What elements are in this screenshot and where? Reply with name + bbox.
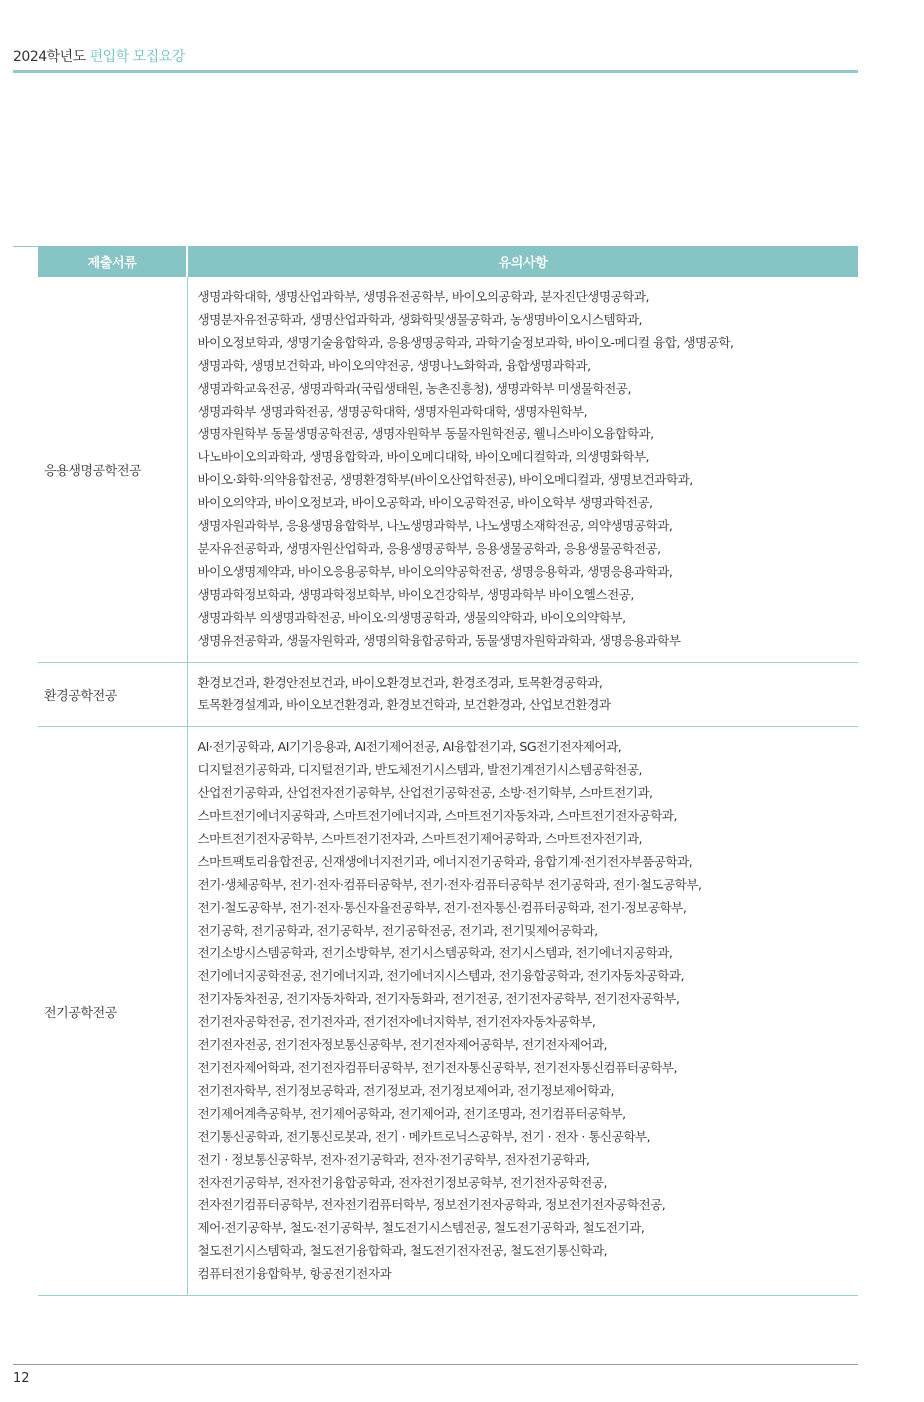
column-header-documents: 제출서류 <box>38 246 187 277</box>
row-label: 응용생명공학전공 <box>38 277 187 662</box>
content-line: 생명유전공학과, 생물자원학과, 생명의학융합공학과, 동물생명자원학과학과, 생명응용과학부 <box>197 632 681 648</box>
content-line: 스마트전기전자공학부, 스마트전기전자과, 스마트전기제어공학과, 스마트전자전기과, <box>197 830 642 846</box>
content-line: 생명과학대학, 생명산업과학부, 생명유전공학부, 바이오의공학과, 분자진단생명공학과, <box>197 289 649 304</box>
content-line: 바이오생명제약과, 바이오응용공학부, 바이오의약공학전공, 생명응용학과, 생명응용과학과, <box>197 563 673 579</box>
content-line: 생명자원학부 동물생명공학전공, 생명자원학부 동물자원학전공, 웰니스바이오융합학과, <box>197 426 654 442</box>
table-row <box>38 662 858 727</box>
column-header-notes: 유의사항 <box>187 246 858 277</box>
page-number: 12 <box>13 1371 30 1386</box>
content-line: 전기자동차전공, 전기자동차학과, 전기자동화과, 전기전공, 전기전자공학부, 전기전자공학부, <box>197 991 680 1007</box>
content-line: 전기소방시스템공학과, 전기소방학부, 전기시스템공학과, 전기시스템과, 전기에너지공학과, <box>197 945 673 961</box>
content-line: 전자전기컴퓨터공학부, 전자전기컴퓨터학부, 정보전기전자공학과, 정보전기전자공학전공, <box>197 1197 666 1213</box>
content-line: 토목환경설계과, 바이오보건환경과, 환경보건학과, 보건환경과, 산업보건환경과 <box>197 697 611 713</box>
content-line: 철도전기시스템학과, 철도전기융합학과, 철도전기전자전공, 철도전기통신학과, <box>197 1243 607 1259</box>
content-line: 스마트전기에너지공학과, 스마트전기에너지과, 스마트전기자동차과, 스마트전기전자공학과, <box>197 808 677 824</box>
content-line: 분자유전공학과, 생명자원산업학과, 응용생명공학부, 응용생물공학과, 응용생물공학전공, <box>197 540 661 556</box>
content-line: 전기통신공학과, 전기통신로봇과, 전기 · 메카트로닉스공학부, 전기 · 전자 · 통신공학부, <box>197 1128 651 1144</box>
content-line: 스마트팩토리융합전공, 신재생에너지전기과, 에너지전기공학과, 융합기계·전기전자부품공학과, <box>197 853 693 869</box>
content-line: 전기 · 정보통신공학부, 전자·전기공학과, 전자·전기공학부, 전자전기공학과, <box>197 1151 590 1167</box>
content-line: 산업전기공학과, 산업전자전기공학부, 산업전기공학전공, 소방·전기학부, 스마트전기과, <box>197 785 653 801</box>
content-line: 생명과학부 생명과학전공, 생명공학대학, 생명자원과학대학, 생명자원학부, <box>197 403 588 419</box>
content-line: 나노바이오의과학과, 생명융합학과, 바이오메디대학, 바이오메디컬학과, 의생명화학부, <box>197 449 649 465</box>
content-line: 전자전기공학부, 전자전기융합공학과, 전자전기정보공학부, 전기전자공학전공, <box>197 1174 607 1190</box>
content-line: 전기공학, 전기공학과, 전기공학부, 전기공학전공, 전기과, 전기및제어공학과, <box>197 922 598 938</box>
content-line: 환경보건과, 환경안전보건과, 바이오환경보건과, 환경조경과, 토목환경공학과, <box>197 674 603 690</box>
header-title: 편입학 모집요강 <box>89 49 185 65</box>
content-line: 전기전자제어학과, 전기전자컴퓨터공학부, 전기전자통신공학부, 전기전자통신컴퓨터공학부, <box>197 1060 677 1075</box>
content-line: 전기에너지공학전공, 전기에너지과, 전기에너지시스템과, 전기융합공학과, 전기자동차공학과, <box>197 968 684 984</box>
table-top-rule <box>13 246 38 247</box>
content-line: 생명분자유전공학과, 생명산업과학과, 생화학및생물공학과, 농생명바이오시스템학과, <box>197 311 642 327</box>
table-row <box>38 727 858 1296</box>
content-line: 바이오의약과, 바이오정보과, 바이오공학과, 바이오공학전공, 바이오학부 생명과학전공, <box>197 495 653 511</box>
content-line: 전기제어계측공학부, 전기제어공학과, 전기제어과, 전기조명과, 전기컴퓨터공학부, <box>197 1105 626 1121</box>
content-line: 전기·철도공학부, 전기·전자·통신자율전공학부, 전기·전자통신·컴퓨터공학과, 전기·정보공학부, <box>197 899 687 915</box>
row-content <box>187 277 858 662</box>
table-row <box>38 277 858 662</box>
footer-rule <box>13 1364 858 1365</box>
content-line: 제어·전기공학부, 철도·전기공학부, 철도전기시스템전공, 철도전기공학과, 철도전기과, <box>197 1220 645 1236</box>
content-line: 디지털전기공학과, 디지털전기과, 반도체전기시스템과, 발전기계전기시스템공학전공, <box>197 762 642 778</box>
content-line: 전기전자공학전공, 전기전자과, 전기전자에너지학부, 전기전자자동차공학부, <box>197 1014 596 1030</box>
content-line: 전기전자전공, 전기전자정보통신공학부, 전기전자제어공학부, 전기전자제어과, <box>197 1037 607 1053</box>
page-header <box>13 46 185 66</box>
content-line: 바이오정보학과, 생명기술융합학과, 응용생명공학과, 과학기술정보과학, 바이오-메디컬 융합, 생명공학, <box>197 334 734 350</box>
content-line: 생명과학부 의생명과학전공, 바이오·의생명공학과, 생물의약학과, 바이오의약학부, <box>197 609 626 625</box>
content-line: 전기·생체공학부, 전기·전자·컴퓨터공학부, 전기·전자·컴퓨터공학부 전기공학과, 전기·철도공학부, <box>197 876 702 892</box>
row-label: 전기공학전공 <box>38 727 187 1296</box>
content-line: 바이오·화학·의약융합전공, 생명환경학부(바이오산업학전공), 바이오메디컬과, 생명보건과학과, <box>197 472 693 488</box>
header-rule <box>13 70 858 73</box>
row-label: 환경공학전공 <box>38 662 187 727</box>
table-body <box>38 277 858 1296</box>
content-line: 전기전자학부, 전기정보공학과, 전기정보과, 전기정보제어과, 전기정보제어학과, <box>197 1082 614 1098</box>
content-line: 생명과학, 생명보건학과, 바이오의약전공, 생명나노화학과, 융합생명과학과, <box>197 357 591 373</box>
content-line: AI·전기공학과, AI기기응용과, AI전기제어전공, AI융합전기과, SG전기전자제어과, <box>197 739 622 755</box>
row-content <box>187 662 858 727</box>
row-content <box>187 727 858 1296</box>
table-header-row <box>38 246 858 277</box>
content-line: 생명과학교육전공, 생명과학과(국립생태원, 농촌진흥청), 생명과학부 미생물학전공, <box>197 380 631 396</box>
content-line: 생명과학정보학과, 생명과학정보학부, 바이오건강학부, 생명과학부 바이오헬스전공, <box>197 586 634 602</box>
content-line: 컴퓨터전기융합학부, 항공전기전자과 <box>197 1266 392 1282</box>
header-year: 2024학년도 <box>13 49 86 65</box>
requirements-table <box>38 246 858 1296</box>
content-line: 생명자원과학부, 응용생명융합학부, 나노생명과학부, 나노생명소재학전공, 의약생명공학과, <box>197 518 673 534</box>
